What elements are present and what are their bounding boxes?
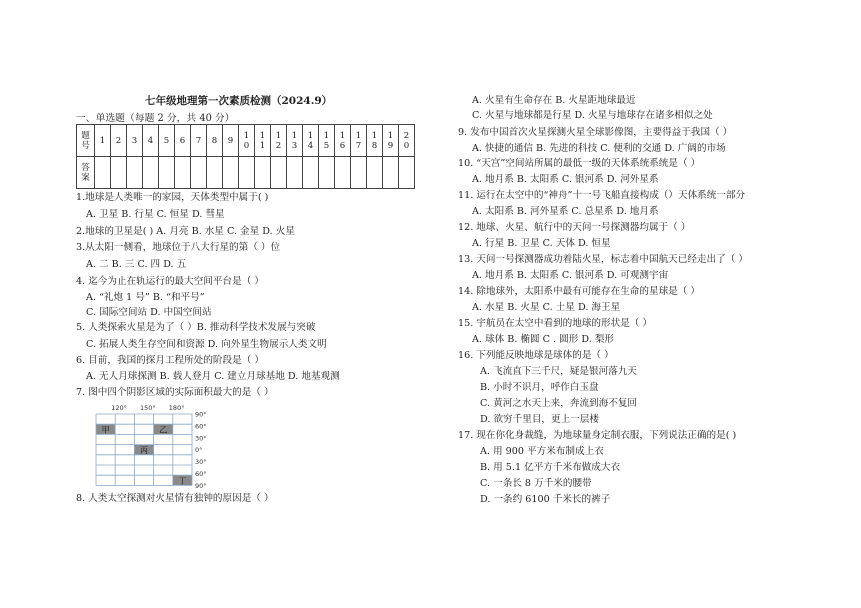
right-question-line: C. 火星与地球都是行星 D. 火星与地球存在诸多相似之处 [472, 110, 713, 121]
latitude-label: 90° [195, 410, 207, 419]
left-question-line: 3.从太阳一侧看，地球位于八大行星的第（ ）位 [76, 242, 281, 253]
question-number: 2 [275, 140, 282, 151]
left-question-line: 6. 目前，我国的探月工程所处的阶段是（ ） [76, 355, 264, 366]
right-question-line: A. 行星 B. 卫星 C. 天体 D. 恒星 [472, 238, 611, 249]
right-question-line: 15. 宇航员在太空中看到的地球的形状是（ ） [458, 318, 653, 329]
question-number: 1 [291, 130, 298, 141]
latitude-label: 60° [195, 422, 207, 431]
question-number: 8 [211, 135, 218, 146]
longitude-label: 180° [168, 404, 185, 412]
question-number: 1 [371, 130, 378, 141]
question-number: 1 [99, 135, 106, 146]
right-question-line: 17. 现在你化身裁缝，为地球量身定制衣服，下列说法正确的是( ) [458, 430, 737, 441]
header-char: 答 [81, 162, 90, 173]
header-char: 题 [81, 130, 90, 141]
question-number: 1 [243, 130, 250, 141]
latitude-label: 60° [195, 470, 207, 478]
right-question-line: C. 一条长 8 万千米的腰带 [480, 478, 592, 489]
right-question-line: A. 地月系 B. 太阳系 C. 银河系 D. 河外星系 [472, 174, 659, 185]
left-question-line: 5. 人类探索火星是为了（ ）B. 推动科学技术发展与突破 [76, 322, 316, 333]
left-question-line: A. 无人月球探测 B. 载人登月 C. 建立月球基地 D. 地基观测 [86, 371, 340, 382]
left-question-line: A. 二 B. 三 C. 四 D. 五 [86, 259, 187, 270]
question-number: 8 [371, 140, 378, 151]
question-number: 1 [259, 140, 266, 151]
right-question-line: B. 用 5.1 亿平方千米布做成大衣 [480, 462, 621, 473]
region-label: 乙 [159, 425, 168, 435]
right-question-line: A. 快捷的通信 B. 先进的科技 C. 便利的交通 D. 广阔的市场 [472, 143, 726, 154]
right-question-line: A. 球体 B. 椭圆 C . 圆形 D. 梨形 [472, 334, 615, 345]
right-question-line: A. 飞流直下三千尺，疑是银河落九天 [480, 366, 637, 377]
question-8: 8. 人类太空探测对火星情有独钟的原因是（ ） [76, 493, 274, 504]
left-question-line: 7. 图中四个阴影区域的实际面积最大的是（ ） [76, 387, 274, 398]
right-question-line: 14. 除地球外，太阳系中最有可能存在生命的星球是（ ） [458, 286, 701, 297]
right-question-line: B. 小时不识月，呼作白玉盘 [480, 382, 599, 393]
question-number: 1 [339, 130, 346, 141]
left-question-line: C. 国际空间站 D. 中国空间站 [86, 307, 212, 318]
question-number: 7 [195, 135, 202, 146]
question-number: 6 [179, 135, 186, 146]
question-number: 1 [387, 130, 394, 141]
right-question-line: 12. 地球、火星、航行中的天问一号探测器均属于（ ） [458, 222, 691, 233]
question-number: 6 [339, 140, 346, 151]
question-number: 1 [323, 130, 330, 141]
right-question-line: A. 水星 B. 火星 C. 土星 D. 海王星 [472, 302, 621, 313]
question-number: 3 [131, 135, 138, 146]
latitude-label: 90° [195, 481, 207, 490]
right-question-line: 16. 下列能反映地球是球体的是（ ） [458, 350, 614, 361]
region-label: 甲 [101, 425, 110, 435]
right-question-line: A. 用 900 平方米布制成上衣 [480, 446, 604, 457]
question-number: 5 [323, 140, 330, 151]
question-number: 3 [291, 140, 298, 151]
question-number: 9 [227, 135, 234, 146]
header-char: 号 [81, 140, 90, 151]
left-question-line: 4. 迄今为止在轨运行的最大空间平台是（ ） [76, 276, 264, 287]
question-number: 4 [307, 140, 314, 151]
right-question-line: A. 太阳系 B. 河外星系 C. 总星系 D. 地月系 [472, 206, 659, 217]
question-number: 0 [403, 140, 410, 151]
question-number: 2 [403, 130, 410, 141]
longitude-label: 150° [140, 404, 156, 412]
header-char: 案 [81, 172, 90, 183]
right-question-line: 13. 天问一号探测器成功着陆火星，标志着中国航天已经走出了（ ） [458, 254, 748, 265]
right-question-line: A. 地月系 B. 太阳系 C. 银河系 D. 可观测宇宙 [472, 270, 669, 281]
left-question-line: A. 卫星 B. 行星 C. 恒星 D. 彗星 [86, 209, 225, 220]
question-number: 5 [163, 135, 170, 146]
question-number: 7 [355, 140, 362, 151]
left-question-line: C. 拓展人类生存空间和资源 D. 向外星生物展示人类文明 [86, 339, 327, 350]
question-number: 1 [355, 130, 362, 141]
right-question-line: 9. 发布中国首次火星探测火星全球影像图，主要得益于我国（ ） [458, 127, 733, 138]
left-question-line: 2.地球的卫星是( ) A. 月亮 B. 水星 C. 金星 D. 火星 [76, 226, 295, 237]
section-heading: 一、单选题（每题 2 分，共 40 分） [76, 113, 235, 124]
right-question-line: D. 一条约 6100 千米长的裤子 [480, 494, 611, 505]
left-question-line: 1.地球是人类唯一的家园，天体类型中属于( ) [76, 192, 269, 203]
question-number: 1 [275, 130, 282, 141]
region-label: 丙 [140, 445, 148, 455]
region-label: 丁 [178, 476, 187, 486]
question-number: 1 [307, 130, 314, 141]
question-number: 2 [115, 135, 122, 146]
question-number: 9 [387, 140, 394, 151]
right-question-line: 11. 运行在太空中的“神舟”十一号飞船直接构成（）天体系统一部分 [458, 190, 746, 201]
right-question-line: C. 黄河之水天上来，奔流到海不复回 [480, 398, 638, 409]
latitude-label: 0° [195, 446, 203, 455]
right-question-line: A. 火星有生命存在 B. 火星距地球最近 [472, 95, 636, 106]
right-question-line: D. 欲穷千里目，更上一层楼 [480, 414, 599, 425]
question-number: 1 [259, 130, 266, 141]
question-number: 0 [243, 140, 250, 151]
longitude-label: 120° [111, 404, 127, 412]
latitude-label: 30° [195, 434, 207, 443]
left-question-line: A. “礼炮 1 号” B. “和平号” [86, 292, 205, 303]
right-question-line: 10. “天宫”空间站所属的最低一级的天体系统系统是（ ） [458, 158, 701, 169]
exam-title: 七年级地理第一次素质检测（2024.9） [145, 95, 333, 107]
latitude-label: 30° [195, 458, 207, 467]
question-number: 4 [147, 135, 154, 146]
